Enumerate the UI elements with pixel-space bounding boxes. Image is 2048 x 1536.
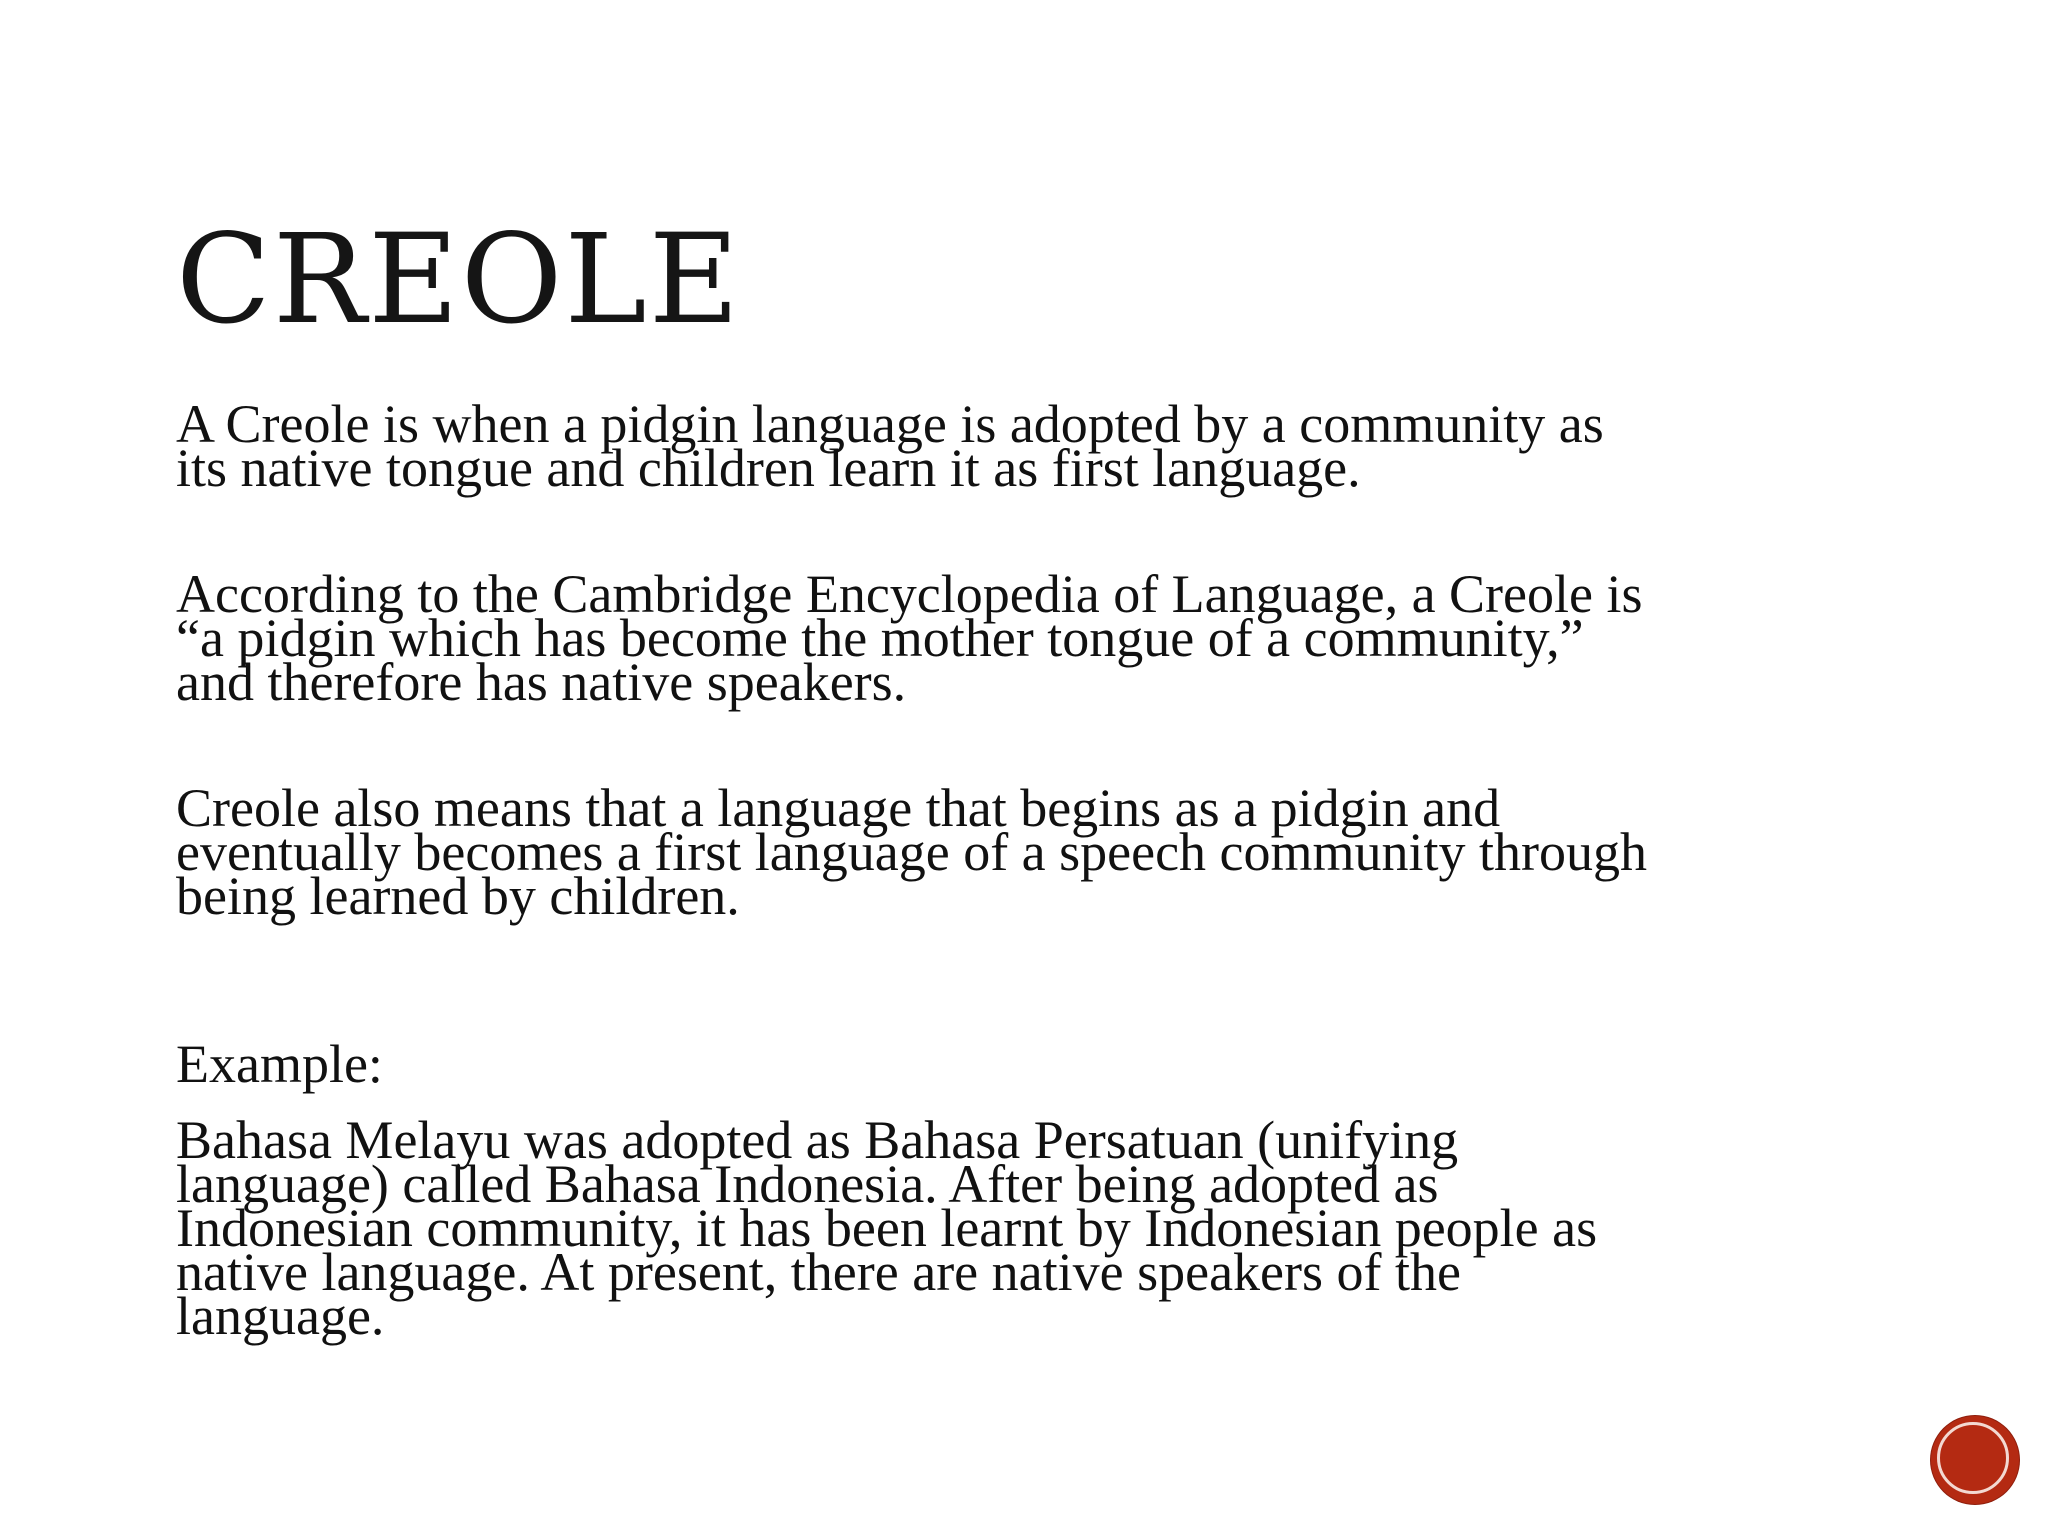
slide-body (176, 394, 1916, 1346)
text-line: Example: (176, 1034, 383, 1094)
text-line: According to the Cambridge Encyclopedia of Language, a Creole is (176, 564, 1643, 624)
paragraph-creole-meaning (176, 778, 1916, 926)
text-line: being learned by children. (176, 866, 740, 926)
text-line: Bahasa Melayu was adopted as Bahasa Persatuan (unifying (176, 1110, 1459, 1170)
text-line: language. (176, 1286, 385, 1346)
paragraph-cambridge-quote (176, 564, 1916, 712)
slide-nav-button[interactable] (1931, 1416, 2019, 1504)
text-line: Creole also means that a language that begins as a pidgin and (176, 778, 1501, 838)
text-line: and therefore has native speakers. (176, 652, 907, 712)
text-line: Indonesian community, it has been learnt by Indonesian people as (176, 1198, 1598, 1258)
text-line: “a pidgin which has become the mother tongue of a community,” (176, 608, 1584, 668)
paragraph-definition (176, 394, 1916, 498)
text-line: eventually becomes a first language of a speech community through (176, 822, 1648, 882)
paragraph-example (176, 1110, 1916, 1346)
slide-title: CREOLE (176, 208, 742, 352)
text-line: language) called Bahasa Indonesia. After being adopted as (176, 1154, 1439, 1214)
circle-nav-icon (1937, 1422, 2009, 1494)
text-line: native language. At present, there are native speakers of the (176, 1242, 1461, 1302)
text-line: A Creole is when a pidgin language is adopted by a community as (176, 394, 1604, 454)
example-heading (176, 1034, 1916, 1094)
text-line: its native tongue and children learn it as first language. (176, 438, 1361, 498)
